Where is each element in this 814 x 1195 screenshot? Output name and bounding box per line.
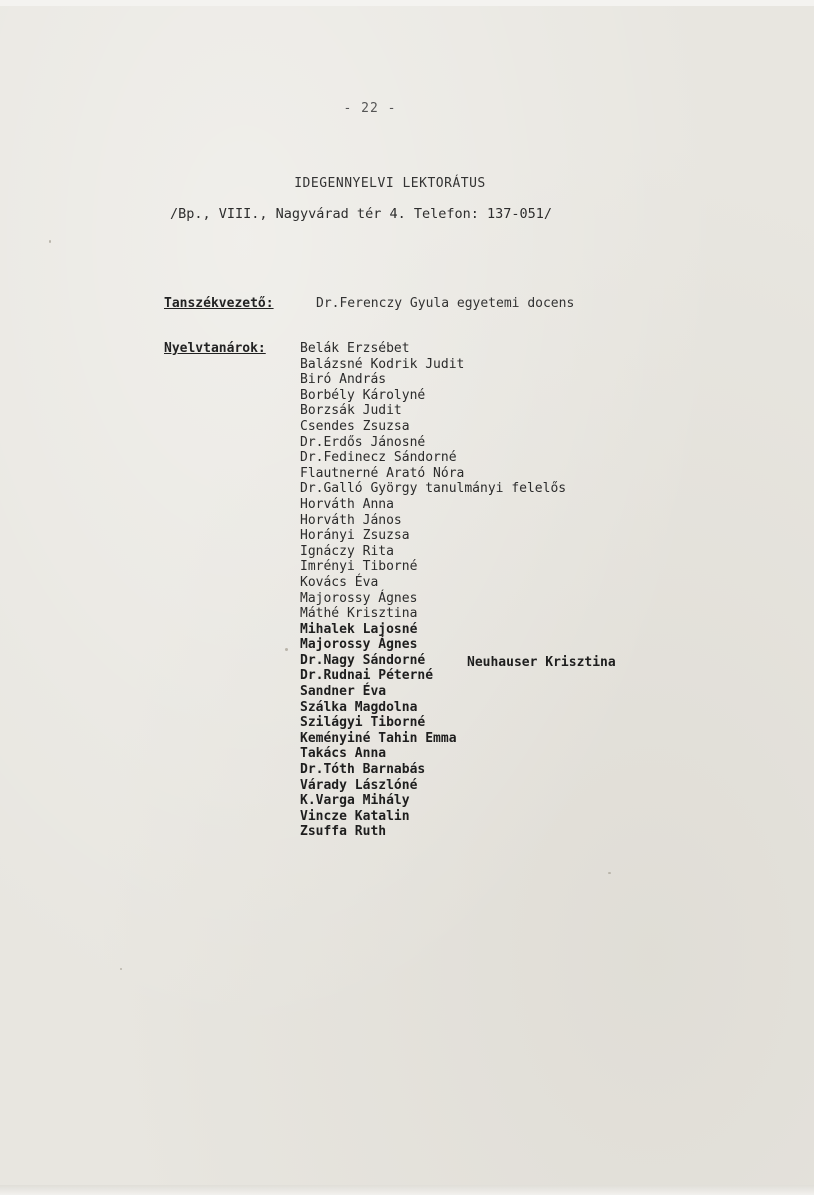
scan-speck (49, 240, 51, 243)
teachers-list (300, 341, 566, 840)
teacher-name: Dr.Nagy Sándorné (300, 652, 426, 668)
teacher-name: Flautnerné Arató Nóra (300, 465, 465, 481)
teacher-name: Horváth János (300, 512, 402, 528)
teacher-name: Imrényi Tiborné (300, 559, 418, 575)
head-value: Dr.Ferenczy Gyula egyetemi docens (316, 296, 575, 311)
teacher-name: Mihalek Lajosné (300, 621, 418, 637)
page-number: - 22 - (343, 101, 397, 116)
scan-speck (120, 968, 122, 970)
department-address: /Bp., VIII., Nagyvárad tér 4. Telefon: 137-051/ (170, 206, 553, 222)
teacher-name: Kovács Éva (300, 574, 379, 590)
teacher-name: Borbély Károlyné (300, 387, 426, 403)
teacher-name: Dr.Fedinecz Sándorné (300, 450, 457, 466)
teacher-name: Várady Lászlóné (300, 777, 418, 793)
teacher-name: Dr.Erdős Jánosné (300, 434, 426, 450)
teacher-name: Zsuffa Ruth (300, 824, 387, 840)
teacher-name: Dr.Galló György tanulmányi felelős (300, 481, 567, 497)
teacher-name: Biró András (300, 372, 387, 388)
teacher-name: Takács Anna (300, 746, 387, 762)
scan-top-edge (0, 0, 814, 6)
teacher-name: Balázsné Kodrik Judit (300, 356, 465, 372)
teacher-name: Szilágyi Tiborné (300, 715, 426, 731)
teacher-name: Horváth Anna (300, 496, 394, 512)
department-title: IDEGENNYELVI LEKTORÁTUS (294, 176, 486, 191)
teacher-name: Dr.Rudnai Péterné (300, 668, 434, 684)
teacher-name: Majorossy Ágnes (300, 590, 418, 606)
teacher-name: Borzsák Judit (300, 403, 402, 419)
scan-bottom-edge (0, 1185, 814, 1195)
teacher-name: Keményiné Tahin Emma (300, 730, 457, 746)
teacher-name: Csendes Zsuzsa (300, 418, 410, 434)
teacher-name: Dr.Tóth Barnabás (300, 762, 426, 778)
teacher-name: Sandner Éva (300, 684, 387, 700)
teacher-name: Belák Erzsébet (300, 341, 410, 356)
teacher-name-extra: Neuhauser Krisztina (467, 655, 616, 670)
teachers-label: Nyelvtanárok: (164, 341, 266, 356)
teacher-name: Máthé Krisztina (300, 606, 418, 622)
head-label: Tanszékvezető: (164, 296, 274, 311)
teacher-name: Majorossy Ágnes (300, 637, 418, 653)
teacher-name: K.Varga Mihály (300, 793, 410, 809)
teacher-name: Ignáczy Rita (300, 543, 394, 559)
teacher-name: Horányi Zsuzsa (300, 528, 410, 544)
scan-speck (608, 872, 611, 874)
teacher-name: Szálka Magdolna (300, 699, 418, 715)
scan-speck (285, 648, 288, 651)
teacher-name: Vincze Katalin (300, 808, 410, 824)
